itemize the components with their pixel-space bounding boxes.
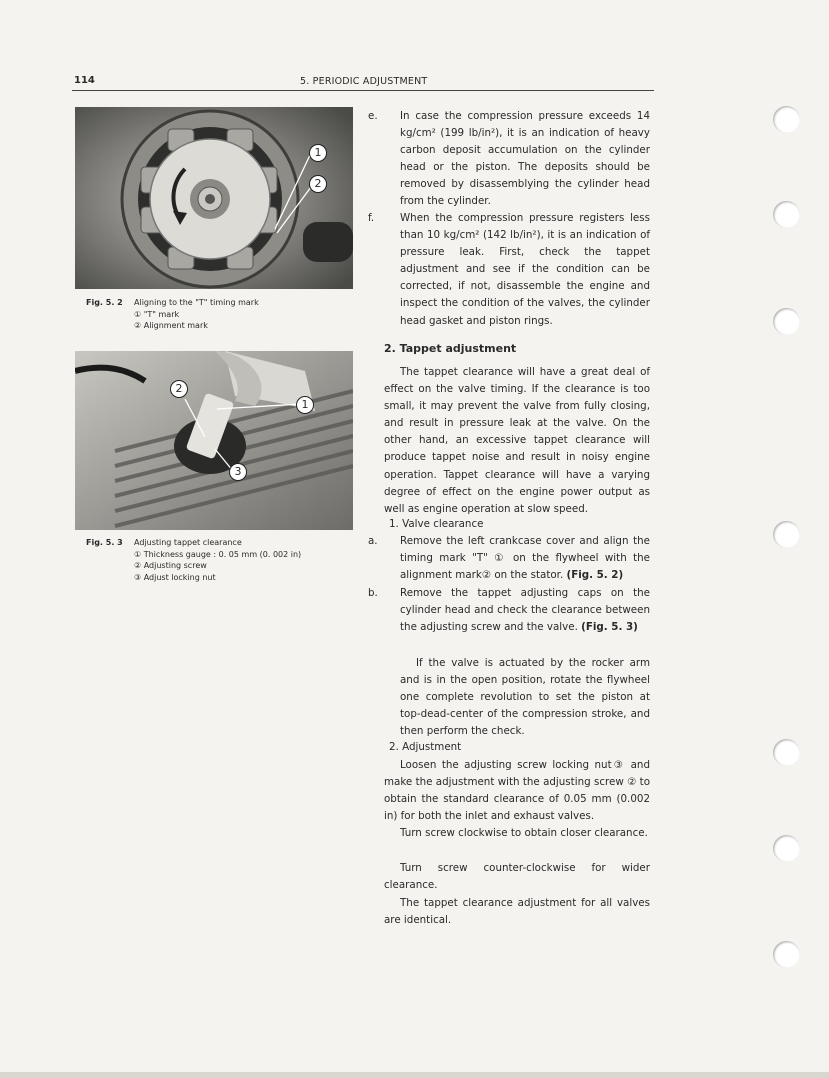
fig53-caption-label: Fig. 5. 3: [86, 538, 123, 547]
fig53-callout-3: 3: [229, 463, 247, 481]
item-f-label: f.: [368, 212, 375, 224]
fig53-caption-item: ① Thickness gauge : 0. 05 mm (0. 002 in): [134, 549, 302, 559]
item-a-text: Remove the left crankcase cover and align the timing mark "T" ① on the flywheel with the alignment mark② on the stator.: [400, 535, 650, 582]
fig53-callout-1: 1: [296, 396, 314, 414]
fig52-callout-2: 2: [309, 175, 327, 193]
item-b-text: Remove the tappet adjusting caps on the cylinder head and check the clearance between the adjusting screw and the valve.: [400, 587, 650, 634]
fig52-caption-label: Fig. 5. 2: [86, 298, 123, 307]
header-rule: [72, 90, 654, 91]
item-f: [368, 210, 650, 330]
fig52-callout-1: 1: [309, 144, 327, 162]
subheading-valve-clearance: 1. Valve clearance: [389, 518, 484, 530]
adjustment-paragraph-3: [384, 860, 650, 894]
binder-hole: [773, 835, 800, 862]
adjustment-text-1: Loosen the adjusting screw locking nut③ and make the adjustment with the adjusting screw ② to obtain the standard clearance of 0.05 mm (0.002 in) for both the inlet and exhaust valves.: [384, 759, 650, 823]
item-e: [368, 108, 650, 211]
item-b: [368, 585, 650, 636]
item-b-figure-ref: (Fig. 5. 3): [581, 621, 638, 634]
page-number: 114: [74, 75, 95, 86]
item-e-text: In case the compression pressure exceeds 14 kg/cm² (199 lb/in²), it is an indication of heavy carbon deposit accumulation on the cylinder head or the piston. The deposits should be removed by disassemblying the cylinder head from the cylinder.: [400, 110, 650, 208]
binder-hole: [773, 106, 800, 133]
cylinder-head-photo: [75, 351, 353, 530]
fig53-caption-item: ③ Adjust locking nut: [134, 572, 216, 582]
adjustment-paragraph-1: [384, 757, 650, 825]
item-e-label: e.: [368, 110, 378, 122]
item-a-figure-ref: (Fig. 5. 2): [566, 569, 624, 582]
adjustment-text-4: The tappet clearance adjustment for all valves are identical.: [384, 897, 650, 927]
item-b-note-text: If the valve is actuated by the rocker arm and is in the open position, rotate the flywheel one complete revolution to set the piston at top-dead-center of the compression stroke, and then perform the check.: [400, 657, 650, 738]
fig52-caption-title: Aligning to the "T" timing mark: [134, 298, 259, 307]
fig52-caption-item: ② Alignment mark: [134, 321, 208, 330]
item-a: [368, 533, 650, 584]
flywheel-photo: [75, 107, 353, 289]
running-head: 5. PERIODIC ADJUSTMENT: [300, 76, 428, 87]
item-f-text: When the compression pressure registers less than 10 kg/cm² (142 lb/in²), it is an indication of pressure leak. First, check the tappet adjustment and see if the condition can be corrected, if not, disassemble the engine and inspect the condition of the valves, the cylinder head gasket and piston rings.: [400, 212, 650, 327]
intro-text: The tappet clearance will have a great deal of effect on the valve timing. If the clearance is too small, it may prevent the valve from fully closing, and result in pressure leak at the valve. On the other hand, an excessive tappet clearance will produce tappet noise and result in noisy engine operation. Tappet clearance will have a varying degree of effect on the engine power output as well as engine operation at slow speed.: [384, 366, 650, 515]
fig53-caption-item: ② Adjusting screw: [134, 561, 207, 570]
fig53-caption-title: Adjusting tappet clearance: [134, 538, 242, 547]
binder-hole: [773, 308, 800, 335]
subheading-adjustment: 2. Adjustment: [389, 741, 462, 753]
binder-hole: [773, 521, 800, 548]
adjustment-paragraph-4: [384, 895, 650, 929]
section-title: 2. Tappet adjustment: [384, 342, 517, 355]
binder-hole: [773, 201, 800, 228]
intro-paragraph: [384, 364, 650, 518]
fig53-callout-2: 2: [170, 380, 188, 398]
item-b-note: [400, 655, 650, 740]
fig52-caption-item: ① "T" mark: [134, 309, 180, 319]
item-a-label: a.: [368, 535, 378, 547]
item-b-label: b.: [368, 587, 378, 599]
fig52-caption: [86, 297, 259, 332]
binder-hole: [773, 941, 800, 968]
page-bottom-edge: [0, 1072, 829, 1078]
adjustment-text-2: Turn screw clockwise to obtain closer clearance.: [400, 827, 648, 839]
adjustment-paragraph-2: [384, 825, 650, 842]
fig53-caption: [86, 537, 301, 583]
binder-hole: [773, 739, 800, 766]
adjustment-text-3: Turn screw counter-clockwise for wider clearance.: [384, 862, 650, 892]
